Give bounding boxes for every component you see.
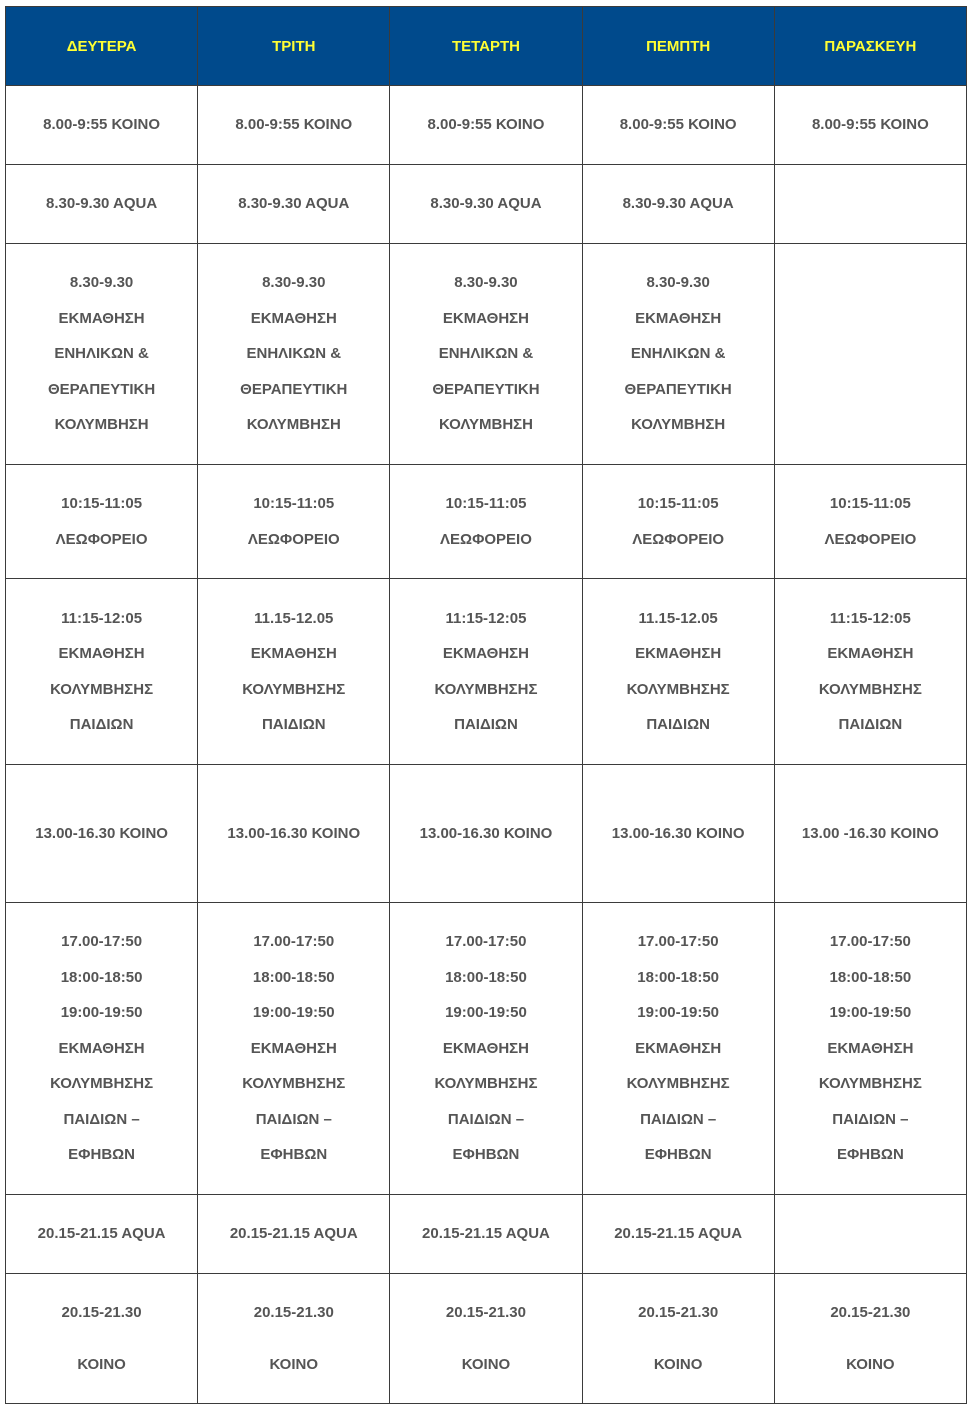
cell-line: 13.00-16.30 ΚΟΙΝΟ <box>419 824 553 842</box>
schedule-cell <box>198 1195 390 1274</box>
schedule-cell <box>774 579 966 765</box>
header-row <box>6 7 967 86</box>
schedule-cell <box>582 1274 774 1404</box>
cell-line: 8.30-9.30 <box>69 274 134 292</box>
cell-line: ΚΟΛΥΜΒΗΣΗΣ <box>434 1075 538 1093</box>
cell-line: 8.00-9:55 ΚΟΙΝΟ <box>235 116 353 134</box>
schedule-cell <box>390 86 582 165</box>
schedule-cell <box>6 244 198 465</box>
cell-line: ΕΚΜΑΘΗΣΗ <box>58 1039 145 1057</box>
cell-line: ΚΟΛΥΜΒΗΣΗΣ <box>626 680 730 698</box>
cell-line: 10:15-11:05 <box>61 495 143 512</box>
schedule-cell <box>582 465 774 579</box>
schedule-cell <box>390 465 582 579</box>
cell-line: ΛΕΩΦΟΡΕΙΟ <box>824 530 917 548</box>
table-row <box>6 165 967 244</box>
cell-line: ΘΕΡΑΠΕΥΤΙΚΗ <box>432 380 540 398</box>
cell-line: ΕΝΗΛΙΚΩΝ & <box>630 345 726 363</box>
cell-line: 17.00-17:50 <box>829 933 911 951</box>
cell-line: 8.30-9.30 <box>262 274 326 292</box>
cell-line: 18:00-18:50 <box>252 968 335 986</box>
cell-line: 20.15-21.15 AQUA <box>422 1225 550 1243</box>
cell-line: 10:15-11:05 <box>253 495 335 512</box>
day-header-tuesday: ΤΡΙΤΗ <box>198 7 390 86</box>
cell-line: ΚΟΙΝΟ <box>77 1355 126 1373</box>
cell-line: ΛΕΩΦΟΡΕΙΟ <box>55 530 148 548</box>
cell-line: ΚΟΛΥΜΒΗΣΗΣ <box>626 1075 730 1093</box>
cell-line: ΠΑΙΔΙΩΝ – <box>255 1110 332 1128</box>
cell-line: ΠΑΙΔΙΩΝ – <box>640 1110 717 1128</box>
cell-line: ΚΟΛΥΜΒΗΣΗΣ <box>242 1075 346 1093</box>
schedule-cell <box>582 86 774 165</box>
schedule-cell <box>6 579 198 765</box>
schedule-cell <box>198 165 390 244</box>
table-row <box>6 465 967 579</box>
cell-line: 11:15-12:05 <box>829 609 911 627</box>
table-row <box>6 1195 967 1274</box>
day-header-friday: ΠΑΡΑΣΚΕΥΗ <box>774 7 966 86</box>
cell-line: ΠΑΙΔΙΩΝ <box>69 716 134 733</box>
schedule-cell <box>198 244 390 465</box>
cell-line: 19:00-19:50 <box>445 1004 527 1022</box>
schedule-cell <box>582 165 774 244</box>
cell-line: 20.15-21.15 AQUA <box>614 1225 743 1243</box>
cell-line: ΚΟΙΝΟ <box>846 1355 895 1373</box>
cell-line: ΠΑΙΔΙΩΝ <box>261 716 326 733</box>
schedule-cell <box>198 579 390 765</box>
schedule-cell <box>6 765 198 903</box>
cell-line: 13.00-16.30 ΚΟΙΝΟ <box>35 824 168 842</box>
cell-line: ΘΕΡΑΠΕΥΤΙΚΗ <box>240 380 348 398</box>
cell-line: ΕΚΜΑΘΗΣΗ <box>442 309 530 327</box>
day-header-wednesday: ΤΕΤΑΡΤΗ <box>390 7 582 86</box>
cell-line: 11.15-12.05 <box>254 609 334 627</box>
cell-line: 8.30-9.30 AQUA <box>430 195 542 213</box>
cell-line: 11:15-12:05 <box>445 609 527 627</box>
cell-line: 8.30-9.30 AQUA <box>238 195 350 213</box>
cell-line: 8.00-9:55 ΚΟΙΝΟ <box>43 116 161 134</box>
cell-line: 20.15-21.30 <box>61 1303 142 1321</box>
schedule-cell <box>582 765 774 903</box>
cell-line: ΘΕΡΑΠΕΥΤΙΚΗ <box>47 380 156 398</box>
cell-line: 17.00-17:50 <box>61 933 143 951</box>
schedule-table <box>5 6 967 1404</box>
empty-cell <box>774 244 966 465</box>
cell-line: ΛΕΩΦΟΡΕΙΟ <box>247 530 340 548</box>
cell-line: 18:00-18:50 <box>445 968 527 986</box>
schedule-cell <box>390 244 582 465</box>
schedule-cell <box>198 765 390 903</box>
cell-line: ΕΦΗΒΩΝ <box>452 1146 520 1164</box>
table-row <box>6 1274 967 1404</box>
cell-line: ΚΟΛΥΜΒΗΣΗ <box>54 416 149 434</box>
schedule-cell <box>6 903 198 1195</box>
cell-line: 8.00-9:55 ΚΟΙΝΟ <box>427 116 545 134</box>
cell-line: 19:00-19:50 <box>829 1004 912 1022</box>
schedule-cell <box>582 244 774 465</box>
schedule-cell <box>6 86 198 165</box>
empty-cell <box>774 1195 966 1274</box>
cell-line: ΘΕΡΑΠΕΥΤΙΚΗ <box>624 380 732 398</box>
cell-line: 8.30-9.30 <box>454 274 518 292</box>
cell-line: ΕΚΜΑΘΗΣΗ <box>442 1039 530 1057</box>
cell-line: 19:00-19:50 <box>252 1004 335 1022</box>
cell-line: ΚΟΛΥΜΒΗΣΗ <box>438 416 533 434</box>
cell-line: ΕΝΗΛΙΚΩΝ & <box>246 345 342 363</box>
day-header-monday: ΔΕΥΤΕΡΑ <box>6 7 198 86</box>
cell-line: ΕΚΜΑΘΗΣΗ <box>442 645 530 662</box>
day-header-thursday: ΠΕΜΠΤΗ <box>582 7 774 86</box>
schedule-cell <box>390 165 582 244</box>
table-row <box>6 765 967 903</box>
cell-line: ΕΦΗΒΩΝ <box>68 1146 136 1164</box>
cell-line: ΕΦΗΒΩΝ <box>644 1146 712 1164</box>
cell-line: ΚΟΙΝΟ <box>269 1355 319 1373</box>
schedule-cell <box>198 903 390 1195</box>
cell-line: ΚΟΙΝΟ <box>653 1355 703 1373</box>
schedule-cell <box>390 1274 582 1404</box>
schedule-cell <box>390 1195 582 1274</box>
cell-line: ΚΟΛΥΜΒΗΣΗ <box>631 416 726 434</box>
cell-line: 11.15-12.05 <box>638 609 718 627</box>
cell-line: 10:15-11:05 <box>637 495 719 512</box>
empty-cell <box>774 165 966 244</box>
schedule-cell <box>390 579 582 765</box>
cell-line: ΠΑΙΔΙΩΝ <box>454 716 518 733</box>
schedule-cell <box>582 903 774 1195</box>
schedule-cell <box>198 1274 390 1404</box>
cell-line: ΕΚΜΑΘΗΣΗ <box>250 645 337 662</box>
cell-line: ΚΟΛΥΜΒΗΣΗ <box>246 416 341 434</box>
schedule-cell <box>774 86 966 165</box>
cell-line: 17.00-17:50 <box>253 933 335 951</box>
cell-line: 19:00-19:50 <box>637 1004 720 1022</box>
cell-line: 8.30-9.30 AQUA <box>622 195 734 213</box>
table-row <box>6 903 967 1195</box>
cell-line: 20.15-21.30 <box>638 1303 719 1321</box>
cell-line: ΠΑΙΔΙΩΝ – <box>447 1110 525 1128</box>
cell-line: ΕΝΗΛΙΚΩΝ & <box>54 345 149 363</box>
cell-line: ΠΑΙΔΙΩΝ <box>646 716 710 733</box>
cell-line: 18:00-18:50 <box>60 968 143 986</box>
schedule-cell <box>198 465 390 579</box>
cell-line: ΕΚΜΑΘΗΣΗ <box>635 645 722 662</box>
schedule-cell <box>774 765 966 903</box>
cell-line: ΕΚΜΑΘΗΣΗ <box>58 645 145 662</box>
schedule-cell <box>390 765 582 903</box>
schedule-cell <box>390 903 582 1195</box>
cell-line: ΕΚΜΑΘΗΣΗ <box>827 645 914 662</box>
cell-line: 8.00-9:55 ΚΟΙΝΟ <box>619 116 737 134</box>
cell-line: 13.00-16.30 ΚΟΙΝΟ <box>227 824 361 842</box>
cell-line: ΕΦΗΒΩΝ <box>260 1146 328 1164</box>
cell-line: ΠΑΙΔΙΩΝ <box>838 716 903 733</box>
cell-line: ΕΦΗΒΩΝ <box>836 1146 904 1164</box>
cell-line: 10:15-11:05 <box>829 495 911 512</box>
cell-line: ΕΚΜΑΘΗΣΗ <box>250 309 337 327</box>
cell-line: 19:00-19:50 <box>60 1004 143 1022</box>
schedule-cell <box>6 165 198 244</box>
schedule-cell <box>6 1195 198 1274</box>
schedule-cell <box>774 465 966 579</box>
cell-line: ΠΑΙΔΙΩΝ – <box>832 1110 909 1128</box>
cell-line: 18:00-18:50 <box>829 968 912 986</box>
schedule-cell <box>774 1274 966 1404</box>
schedule-cell <box>582 579 774 765</box>
cell-line: 8.30-9.30 <box>646 274 710 292</box>
cell-line: 8.30-9.30 AQUA <box>46 195 158 213</box>
cell-line: 13.00-16.30 ΚΟΙΝΟ <box>611 824 745 842</box>
cell-line: ΚΟΙΝΟ <box>461 1355 511 1373</box>
schedule-cell <box>198 86 390 165</box>
cell-line: ΚΟΛΥΜΒΗΣΗΣ <box>50 1075 154 1093</box>
schedule-cell <box>774 903 966 1195</box>
cell-line: ΚΟΛΥΜΒΗΣΗΣ <box>242 680 346 698</box>
cell-line: 20.15-21.30 <box>830 1303 911 1321</box>
cell-line: ΕΚΜΑΘΗΣΗ <box>635 309 722 327</box>
cell-line: 17.00-17:50 <box>637 933 719 951</box>
cell-line: ΕΚΜΑΘΗΣΗ <box>827 1039 914 1057</box>
table-row <box>6 244 967 465</box>
cell-line: ΕΝΗΛΙΚΩΝ & <box>438 345 534 363</box>
cell-line: 8.00-9:55 ΚΟΙΝΟ <box>811 116 929 134</box>
cell-line: ΚΟΛΥΜΒΗΣΗΣ <box>818 680 922 698</box>
cell-line: 17.00-17:50 <box>445 933 527 951</box>
cell-line: 20.15-21.30 <box>445 1303 526 1321</box>
cell-line: ΕΚΜΑΘΗΣΗ <box>58 309 145 327</box>
cell-line: 20.15-21.15 AQUA <box>37 1225 166 1243</box>
cell-line: 18:00-18:50 <box>637 968 720 986</box>
cell-line: 20.15-21.15 AQUA <box>229 1225 358 1243</box>
cell-line: ΠΑΙΔΙΩΝ – <box>63 1110 140 1128</box>
schedule-cell <box>582 1195 774 1274</box>
cell-line: 20.15-21.30 <box>253 1303 334 1321</box>
cell-line: ΛΕΩΦΟΡΕΙΟ <box>632 530 725 548</box>
table-row <box>6 86 967 165</box>
cell-line: ΚΟΛΥΜΒΗΣΗΣ <box>818 1075 922 1093</box>
cell-line: 10:15-11:05 <box>445 495 527 512</box>
cell-line: ΕΚΜΑΘΗΣΗ <box>250 1039 337 1057</box>
cell-line: 11:15-12:05 <box>61 609 143 627</box>
cell-line: ΚΟΛΥΜΒΗΣΗΣ <box>434 680 538 698</box>
schedule-cell <box>6 465 198 579</box>
cell-line: ΛΕΩΦΟΡΕΙΟ <box>440 530 532 548</box>
cell-line: ΚΟΛΥΜΒΗΣΗΣ <box>50 680 154 698</box>
schedule-cell <box>6 1274 198 1404</box>
cell-line: ΕΚΜΑΘΗΣΗ <box>635 1039 722 1057</box>
table-row <box>6 579 967 765</box>
cell-line: 13.00 -16.30 ΚΟΙΝΟ <box>801 824 939 842</box>
